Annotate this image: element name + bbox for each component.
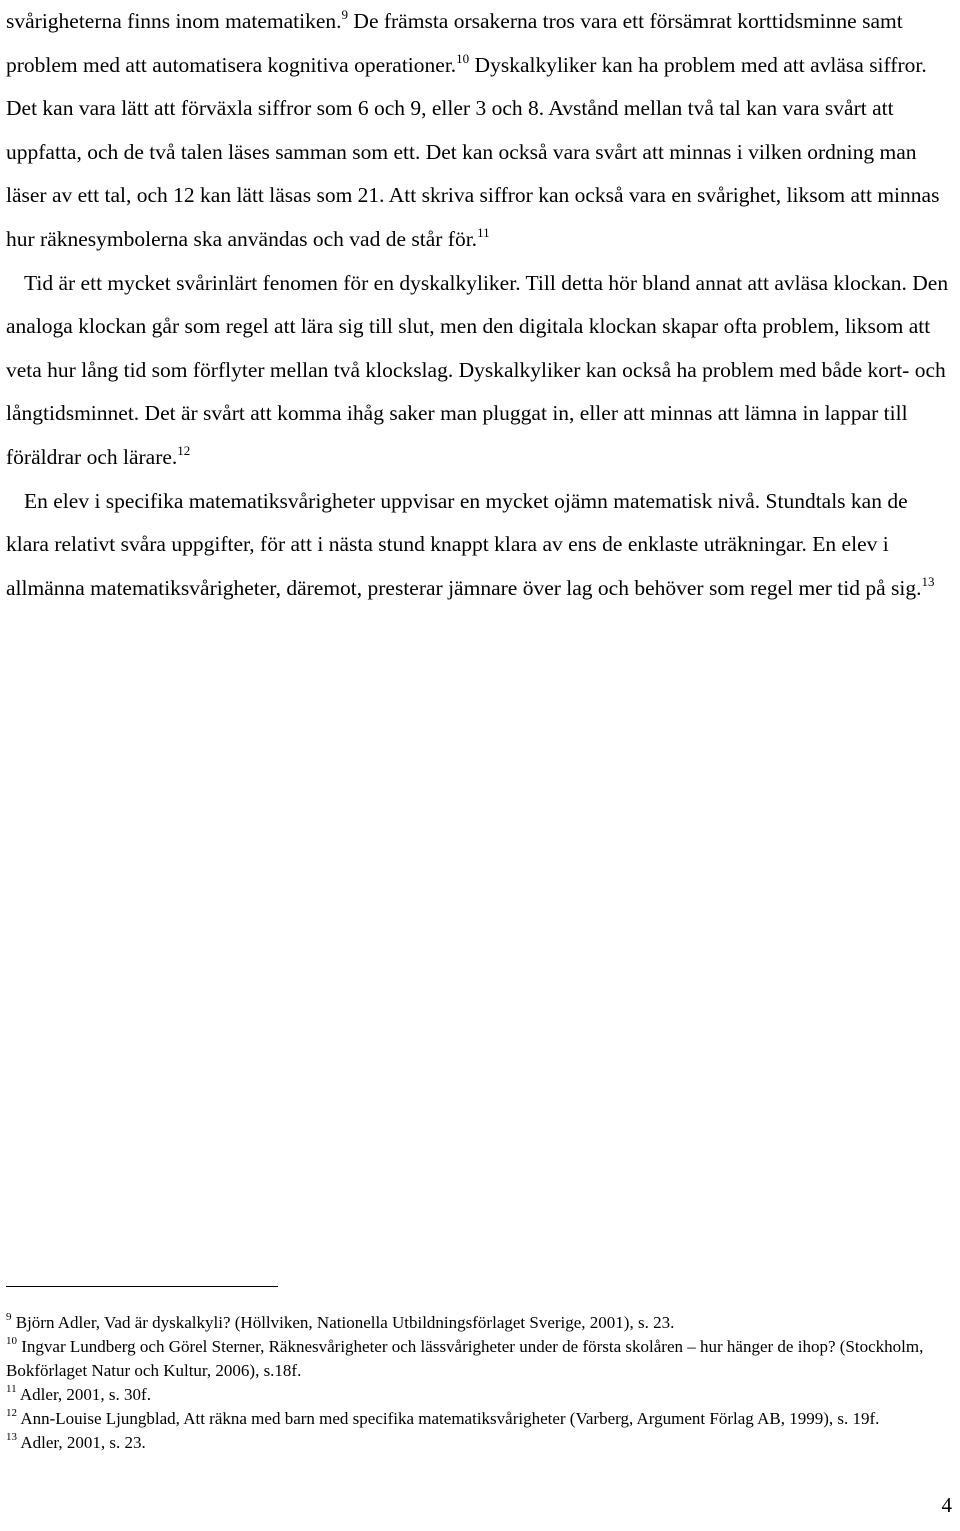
- paragraph-3: [6, 480, 952, 611]
- footnote-12: [6, 1407, 952, 1431]
- paragraph-2-text: Tid är ett mycket svårinlärt fenomen för en dyskalkyliker. Till detta hör bland annat att avläsa klockan. Den analoga klockan går som regel att lära sig till slut, men den digitala klockan skapar ofta problem, liksom att veta hur lång tid som förflyter mellan två klockslag. Dyskalkyliker kan också ha problem med både kort- och långtidsminnet. Det är svårt att komma ihåg saker man pluggat in, eller att minnas att lämna in lappar till föräldrar och lärare.: [6, 270, 949, 469]
- page-number: 4: [941, 1493, 952, 1517]
- footnote-text: Björn Adler, Vad är dyskalkyli? (Höllviken, Nationella Utbildningsförlaget Sverige, 2001), s. 23.: [15, 1313, 675, 1332]
- footnote-10: [6, 1335, 952, 1383]
- paragraph-3-text: En elev i specifika matematiksvårigheter uppvisar en mycket ojämn matematisk nivå. Stundtals kan de klara relativt svåra uppgifter, för att i nästa stund knappt klara av ens de enklaste uträkningar. En elev i allmänna matematiksvårigheter, däremot, presterar jämnare över lag och behöver som regel mer tid på sig.: [6, 488, 922, 600]
- footnote-13: [6, 1431, 952, 1455]
- footnote-number: 9: [6, 1311, 12, 1323]
- footnote-ref-12: 12: [177, 442, 191, 458]
- footnote-ref-10: 10: [456, 50, 470, 66]
- footnote-ref-9: 9: [341, 7, 349, 22]
- footnote-number: 12: [6, 1407, 17, 1419]
- footnote-ref-11: 11: [477, 224, 490, 240]
- footnote-11: [6, 1383, 952, 1407]
- footnote-text: Adler, 2001, s. 23.: [20, 1433, 146, 1452]
- footnote-text: Ann-Louise Ljungblad, Att räkna med barn med specifika matematiksvårigheter (Varberg, Argument Förlag AB, 1999), s. 19f.: [20, 1409, 880, 1428]
- footnote-ref-13: 13: [921, 573, 935, 589]
- footnote-separator: [6, 1286, 278, 1287]
- footnote-text: Adler, 2001, s. 30f.: [19, 1385, 151, 1404]
- footnote-number: 11: [6, 1383, 17, 1395]
- footnotes: [6, 1311, 952, 1455]
- paragraph-1-text-b: De främsta orsakerna tros vara ett försämrat korttidsminne samt problem med att automatisera kognitiva operationer.: [6, 9, 903, 77]
- paragraph-1: [6, 0, 952, 262]
- paragraph-2: [6, 262, 952, 480]
- body-text: [6, 0, 952, 610]
- footnote-number: 10: [6, 1335, 17, 1347]
- footnote-text: Ingvar Lundberg och Görel Sterner, Räknesvårigheter och lässvårigheter under de första skolåren – hur hänger de ihop? (Stockholm, Bokförlaget Natur och Kultur, 2006), s.18f.: [6, 1337, 924, 1380]
- paragraph-1-text-c: Dyskalkyliker kan ha problem med att avläsa siffror. Det kan vara lätt att förväxla siffror som 6 och 9, eller 3 och 8. Avstånd mellan två tal kan vara svårt att uppfatta, och de två talen läses samman som ett. Det kan också vara svårt att minnas i vilken ordning man läser av ett tal, och 12 kan lätt läsas som 21. Att skriva siffror kan också vara en svårighet, liksom att minnas hur räknesymbolerna ska användas och vad de står för.: [6, 52, 940, 251]
- footnote-number: 13: [6, 1431, 17, 1443]
- paragraph-1-text-a: svårigheterna finns inom matematiken.: [6, 9, 342, 33]
- footnote-9: [6, 1311, 952, 1335]
